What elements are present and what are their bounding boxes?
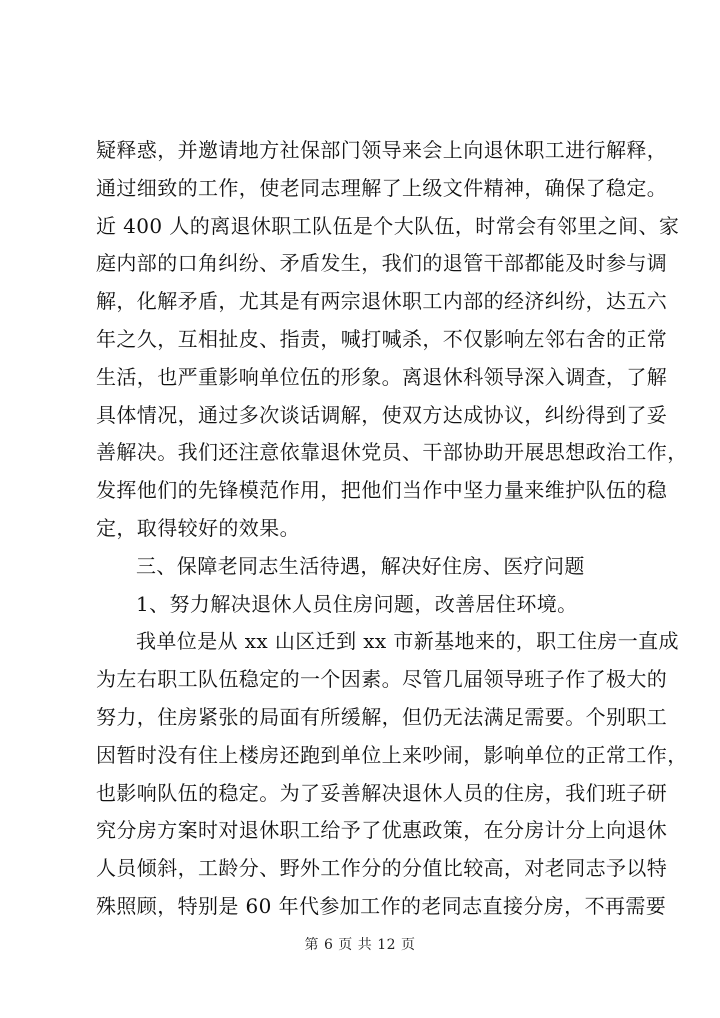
text-line: 具体情况，通过多次谈话调解，使双方达成协议，纠纷得到了妥 [96, 402, 668, 427]
section-heading: 三、保障老同志生活待遇，解决好住房、医疗问题 [136, 553, 585, 578]
text-line: 年之久，互相扯皮、指责，喊打喊杀，不仅影响左邻右舍的正常 [96, 326, 668, 351]
body-text [96, 132, 688, 926]
text-line: 善解决。我们还注意依靠退休党员、干部协助开展思想政治工作， [96, 440, 688, 465]
text-line: 近 400 人的离退休职工队伍是个大队伍，时常会有邻里之间、家 [96, 213, 680, 238]
page-footer [0, 934, 720, 954]
text-line: 也影响队伍的稳定。为了妥善解决退休人员的住房，我们班子研 [96, 780, 668, 805]
text-line: 疑释惑，并邀请地方社保部门领导来会上向退休职工进行解释， [96, 138, 668, 162]
text-line: 我单位是从 xx 山区迁到 xx 市新基地来的，职工住房一直成 [136, 629, 679, 654]
text-line: 发挥他们的先锋模范作用，把他们当作中坚力量来维护队伍的稳 [96, 478, 668, 503]
text-line: 究分房方案时对退休职工给予了优惠政策，在分房计分上向退休 [96, 818, 668, 843]
text-line: 因暂时没有住上楼房还跑到单位上来吵闹，影响单位的正常工作， [96, 742, 688, 767]
page-number: 第 6 页 共 12 页 [304, 937, 416, 953]
text-line: 通过细致的工作，使老同志理解了上级文件精神，确保了稳定。 [96, 175, 668, 200]
text-line: 殊照顾，特别是 60 年代参加工作的老同志直接分房，不再需要 [96, 893, 667, 918]
text-line: 为左右职工队伍稳定的一个因素。尽管几届领导班子作了极大的 [96, 667, 668, 692]
text-line: 努力，住房紧张的局面有所缓解，但仍无法满足需要。个别职工 [96, 704, 668, 729]
text-line: 生活，也严重影响单位伍的形象。离退休科领导深入调查，了解 [96, 364, 668, 389]
subsection-heading: 1、努力解决退休人员住房问题，改善居住环境。 [136, 591, 578, 616]
text-line: 定，取得较好的效果。 [96, 515, 300, 540]
text-line: 解，化解矛盾，尤其是有两宗退休职工内部的经济纠纷，达五六 [96, 289, 668, 314]
text-line: 庭内部的口角纠纷、矛盾发生，我们的退管干部都能及时参与调 [96, 251, 668, 276]
text-line: 人员倾斜，工龄分、野外工作分的分值比较高，对老同志予以特 [96, 856, 668, 881]
